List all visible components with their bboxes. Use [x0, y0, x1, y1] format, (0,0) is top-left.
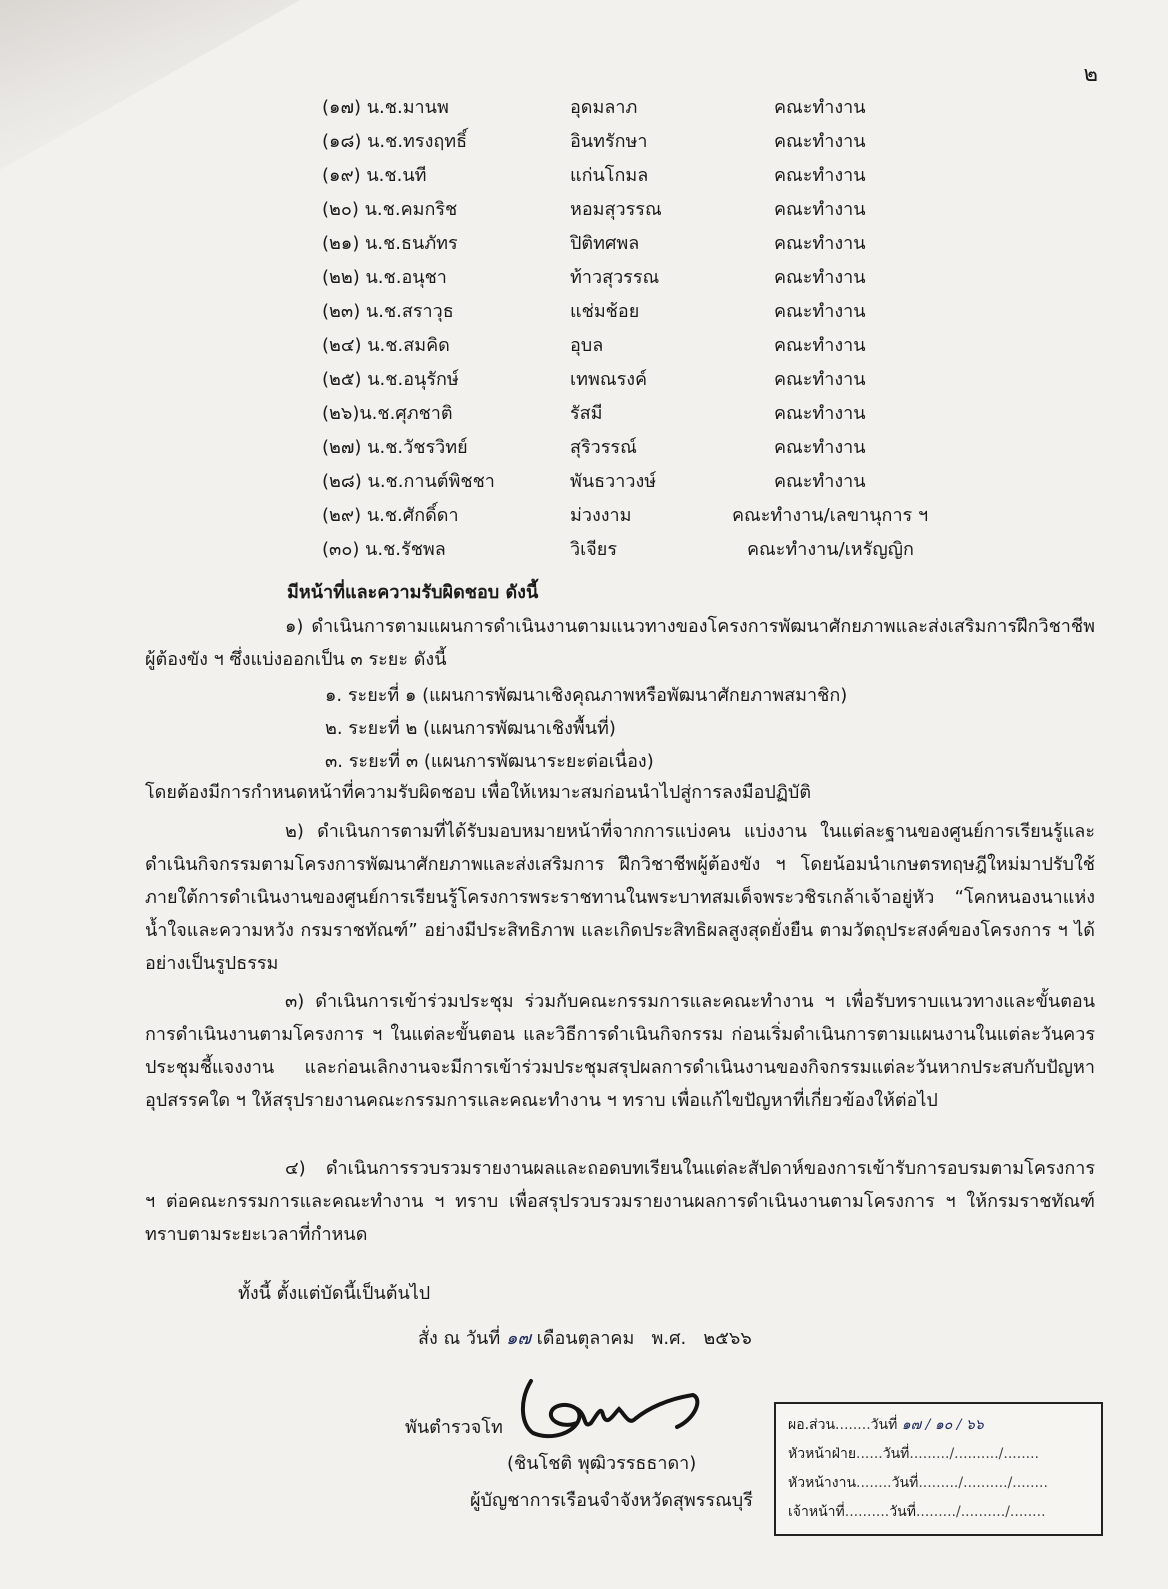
member-role: คณะทำงาน [774, 301, 866, 322]
member-role: คณะทำงาน [774, 369, 866, 390]
duty-1-tail: โดยต้องมีการกำหนดหน้าที่ความรับผิดชอบ เพื่อให้เหมาะสมก่อนนำไปสู่การลงมือปฏิบัติ [145, 782, 812, 803]
roster-row [322, 228, 962, 262]
approval-row: ผอ.ส่วน........วันที่ ๑๗ / ๑๐ / ๖๖ [788, 1417, 984, 1433]
duty-4-paragraph: ๔) ดำเนินการรวบรวมรายงานผลและถอดบทเรียนในแต่ละสัปดาห์ของการเข้ารับการอบรมตามโครงการ ฯ ต่อคณะกรรมการและคณะทำงาน ฯ ทราบ เพื่อสรุปรวบรวมรายงานผลการดำเนินงานตามโครงการ ฯ ให้กรมราชทัณฑ์ทราบตามระยะเวลาที่กำหนด [145, 1158, 1095, 1245]
member-surname: ม่วงงาม [570, 505, 632, 526]
order-month: ตุลาคม [577, 1328, 635, 1349]
order-year: ๒๕๖๖ [703, 1328, 752, 1349]
member-name: (๒๙) น.ช.ศักดิ์ดา [322, 505, 459, 526]
member-role: คณะทำงาน [774, 131, 866, 152]
member-name: (๒๗) น.ช.วัชรวิทย์ [322, 437, 468, 458]
duty-1-paragraph: ๑) ดำเนินการตามแผนการดำเนินงานตามแนวทางของโครงการพัฒนาศักยภาพและส่งเสริมการฝึกวิชาชีพผู้ต้องขัง ฯ ซึ่งแบ่งออกเป็น ๓ ระยะ ดังนี้ [145, 616, 1095, 670]
approval-stamp-box [774, 1402, 1103, 1536]
roster-row [322, 364, 962, 398]
member-name: (๒๒) น.ช.อนุชา [322, 267, 447, 288]
approval-role-label: หัวหน้างาน [788, 1475, 857, 1491]
roster-row [322, 398, 962, 432]
member-surname: อุบล [570, 335, 604, 356]
signer-name: (ชินโชติ พุฒิวรรธธาดา) [507, 1453, 697, 1474]
member-name: (๒๖)น.ช.ศุภชาติ [322, 403, 453, 424]
member-name: (๒๔) น.ช.สมคิด [322, 335, 450, 356]
member-surname: ปิติทศพล [570, 233, 640, 254]
member-role: คณะทำงาน [774, 403, 866, 424]
roster-row [322, 126, 962, 160]
member-surname: อุดมลาภ [570, 97, 638, 118]
closing-statement: ทั้งนี้ ตั้งแต่บัดนี้เป็นต้นไป [238, 1283, 431, 1304]
phase-2: ๒. ระยะที่ ๒ (แผนการพัฒนาเชิงพื้นที่) [325, 718, 616, 739]
approval-date-label: วันที่ [870, 1417, 898, 1433]
approval-date-label: วันที่ [891, 1475, 919, 1491]
member-role: คณะทำงาน [774, 233, 866, 254]
approval-row: หัวหน้าฝ่าย......วันที่........./........../........ [788, 1446, 1039, 1462]
member-role: คณะทำงาน [774, 165, 866, 186]
approval-role-label: เจ้าหน้าที่ [788, 1504, 845, 1520]
member-name: (๒๑) น.ช.ธนภัทร [322, 233, 458, 254]
folded-corner [0, 0, 300, 170]
roster-row [322, 296, 962, 330]
committee-roster [322, 92, 962, 568]
roster-row [322, 500, 962, 534]
duty-3-paragraph: ๓) ดำเนินการเข้าร่วมประชุม ร่วมกับคณะกรรมการและคณะทำงาน ฯ เพื่อรับทราบแนวทางและขั้นตอนการดำเนินงานตามโครงการ ฯ ในแต่ละขั้นตอน และวิธีการดำเนินกิจกรรม ก่อนเริ่มดำเนินการตามแผนงานในแต่ละวันควรประชุมชี้แจงงาน และก่อนเลิกงานจะมีการเข้าร่วมประชุมสรุปผลการดำเนินงานของกิจกรรมแต่ละวันหากประสบกับปัญหาอุปสรรคใด ฯ ให้สรุปรายงานคณะกรรมการและคณะทำงาน ฯ ทราบ เพื่อแก้ไขปัญหาที่เกี่ยวข้องให้ต่อไป [145, 991, 1095, 1111]
member-surname: ท้าวสุวรรณ [570, 267, 660, 288]
signer-title: ผู้บัญชาการเรือนจำจังหวัดสุพรรณบุรี [470, 1490, 753, 1511]
order-date-prefix: สั่ง ณ วันที่ [418, 1328, 501, 1349]
roster-row [322, 330, 962, 364]
member-name: (๓๐) น.ช.รัชพล [322, 539, 446, 560]
duty-2-paragraph: ๒) ดำเนินการตามที่ได้รับมอบหมายหน้าที่จากการแบ่งคน แบ่งงาน ในแต่ละฐานของศูนย์การเรียนรู้และดำเนินกิจกรรมตามโครงการพัฒนาศักยภาพและส่งเสริมการ ฝึกวิชาชีพผู้ต้องขัง ฯ โดยน้อมนำเกษตรทฤษฎีใหม่มาปรับใช้ ภายใต้การดำเนินงานของศูนย์การเรียนรู้โครงการพระราชทานในพระบาทสมเด็จพระวชิรเกล้าเจ้าอยู่หัว “โคกหนองนาแห่งน้ำใจและความหวัง กรมราชทัณฑ์” อย่างมีประสิทธิภาพ และเกิดประสิทธิผลสูงสุดยั่งยืน ตามวัตถุประสงค์ของโครงการ ฯ ได้อย่างเป็นรูปธรรม [145, 821, 1095, 974]
member-role: คณะทำงาน [774, 335, 866, 356]
approval-date-label: วันที่ [882, 1446, 910, 1462]
member-role: คณะทำงาน [774, 199, 866, 220]
signer-rank: พันตำรวจโท [405, 1417, 503, 1438]
member-surname: พันธวาวงษ์ [570, 471, 657, 492]
member-surname: อินทรักษา [570, 131, 648, 152]
member-name: (๒๕) น.ช.อนุรักษ์ [322, 369, 459, 390]
member-name: (๑๘) น.ช.ทรงฤทธิ์ [322, 131, 468, 152]
approval-date-label: วันที่ [889, 1504, 916, 1520]
member-name: (๑๗) น.ช.มานพ [322, 97, 449, 118]
order-day-handwritten: ๑๗ [505, 1328, 531, 1349]
duties-heading: มีหน้าที่และความรับผิดชอบ ดังนี้ [287, 582, 539, 603]
member-surname: วิเจียร [570, 539, 618, 560]
approval-row: หัวหน้างาน........วันที่........./........../........ [788, 1475, 1048, 1491]
approval-role-label: หัวหน้าฝ่าย [788, 1446, 857, 1462]
handwritten-signature [517, 1375, 707, 1445]
member-surname: แช่มช้อย [570, 301, 640, 322]
member-role: คณะทำงาน/เหรัญญิก [747, 539, 914, 560]
member-surname: แก่นโกมล [570, 165, 649, 186]
approval-handwritten-date: ๑๗ / ๑๐ / ๖๖ [901, 1417, 984, 1433]
member-name: (๒๓) น.ช.สราวุธ [322, 301, 454, 322]
approval-role-label: ผอ.ส่วน [788, 1417, 836, 1433]
member-role: คณะทำงาน [774, 471, 866, 492]
roster-row [322, 466, 962, 500]
order-month-label: เดือน [536, 1328, 578, 1349]
approval-row: เจ้าหน้าที่..........วันที่........./........../........ [788, 1504, 1046, 1520]
roster-row [322, 194, 962, 228]
member-role: คณะทำงาน [774, 267, 866, 288]
phase-1: ๑. ระยะที่ ๑ (แผนการพัฒนาเชิงคุณภาพหรือพัฒนาศักยภาพสมาชิก) [325, 685, 848, 706]
roster-row [322, 432, 962, 466]
member-surname: รัสมี [570, 403, 603, 424]
member-name: (๒๘) น.ช.กานต์พิชชา [322, 471, 495, 492]
member-role: คณะทำงาน [774, 97, 866, 118]
member-role: คณะทำงาน [774, 437, 866, 458]
member-surname: สุริวรรณ์ [570, 437, 637, 458]
member-name: (๑๙) น.ช.นที [322, 165, 427, 186]
roster-row [322, 262, 962, 296]
roster-row [322, 92, 962, 126]
roster-row [322, 160, 962, 194]
phase-3: ๓. ระยะที่ ๓ (แผนการพัฒนาระยะต่อเนื่อง) [325, 751, 654, 772]
page-number: ๒ [1083, 62, 1098, 87]
roster-row [322, 534, 962, 568]
member-role: คณะทำงาน/เลขานุการ ฯ [732, 505, 929, 526]
order-year-label: พ.ศ. [651, 1328, 687, 1349]
member-surname: เทพณรงค์ [570, 369, 648, 390]
member-surname: หอมสุวรรณ [570, 199, 662, 220]
member-name: (๒๐) น.ช.คมกริช [322, 199, 458, 220]
order-date [418, 1323, 752, 1352]
